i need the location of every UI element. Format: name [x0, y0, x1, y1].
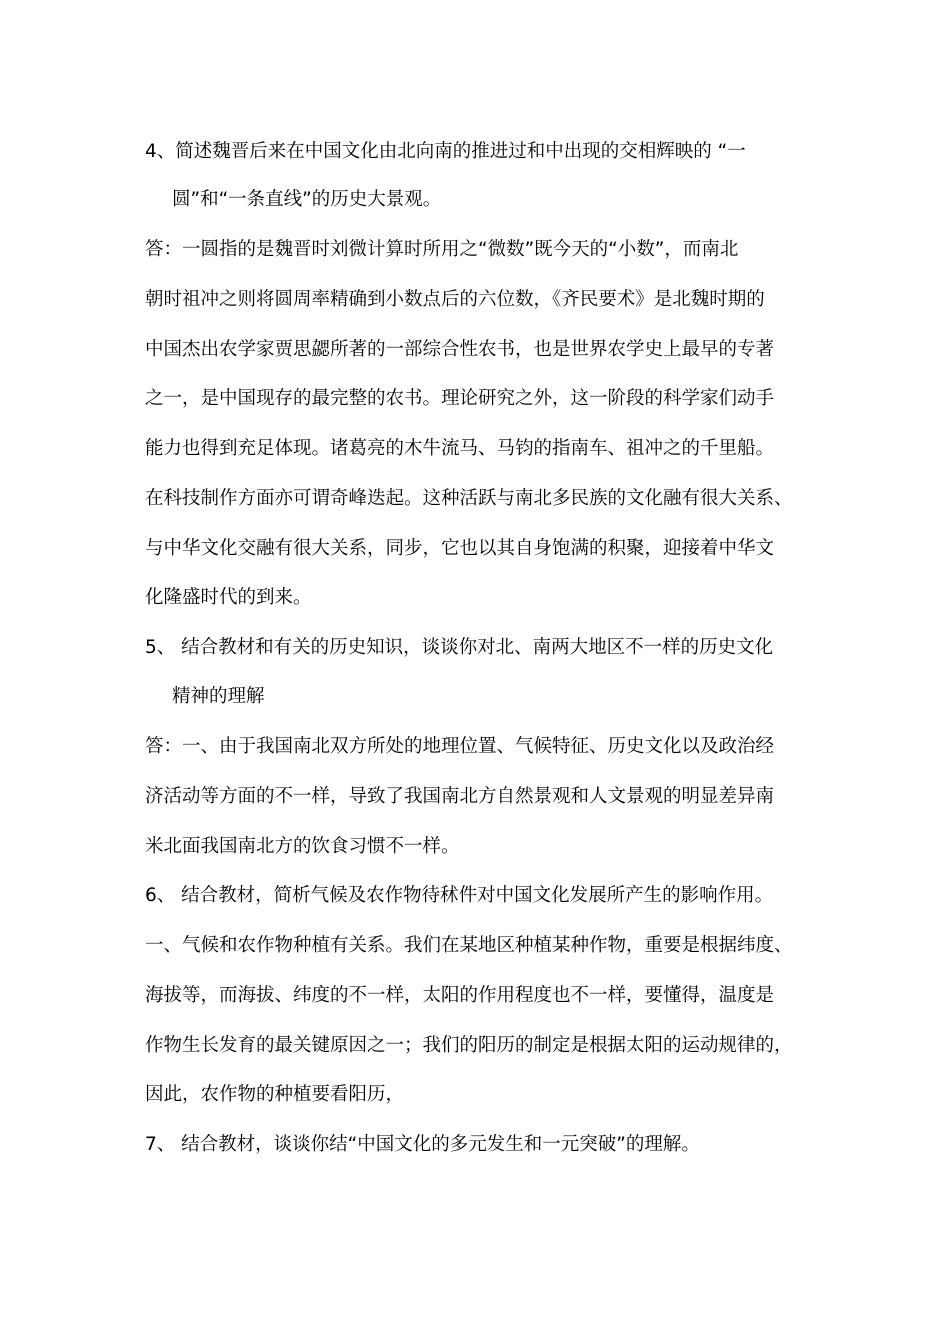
answer-6-line-4: 因此，农作物的种植要看阳历， [145, 1084, 405, 1105]
question-5-line-2: 精神的理解 [172, 686, 265, 707]
answer-6-line-2: 海拔等，而海拔、纬度的不一样，太阳的作用程度也不一样，要懂得，温度是 [145, 985, 775, 1006]
answer-6-line-3: 作物生长发育的最关键原因之一；我们的阳历的制定是根据太阳的运动规律的， [145, 1035, 793, 1056]
answer-4-line-6: 在科技制作方面亦可谓奇峰迭起。这种活跃与南北多民族的文化融有很大关系、 [145, 488, 793, 509]
answer-4-line-2: 朝时祖冲之则将圆周率精确到小数点后的六位数，《齐民要术》是北魏时期的 [145, 289, 765, 310]
answer-6-line-1: 一、气候和农作物种植有关系。我们在某地区种植某种作物，重要是根据纬度、 [145, 935, 793, 956]
answer-5-line-3: 米北面我国南北方的饮食习惯不一样。 [145, 836, 460, 857]
answer-4-line-4: 之一，是中国现存的最完整的农书。理论研究之外，这一阶段的科学家们动手 [145, 388, 775, 409]
question-4-line-2: 圆”和“一条直线”的历史大景观。 [172, 189, 442, 210]
question-6-line-1: 6、 结合教材，简析气候及农作物待秫件对中国文化发展所产生的影响作用。 [145, 885, 774, 906]
answer-5-line-1: 答：一、由于我国南北双方所处的地理位置、气候特征、历史文化以及政治经 [145, 736, 775, 757]
answer-4-line-5: 能力也得到充足体现。诸葛亮的木牛流马、马钧的指南车、祖冲之的千里船。 [145, 438, 775, 459]
answer-4-line-1: 答：一圆指的是魏晋时刘微计算时所用之“微数”既今天的“小数”，而南北 [145, 239, 739, 260]
answer-5-line-2: 济活动等方面的不一样，导致了我国南北方自然景观和人文景观的明显差异南 [145, 786, 775, 807]
question-7-line-1: 7、 结合教材，谈谈你结“中国文化的多元发生和一元突破”的理解。 [145, 1134, 700, 1155]
question-5-line-1: 5、 结合教材和有关的历史知识，谈谈你对北、南两大地区不一样的历史文化 [145, 637, 774, 658]
answer-4-line-7: 与中华文化交融有很大关系，同步，它也以其自身饱满的积聚，迎接着中华文 [145, 538, 775, 559]
question-4-line-1: 4、简述魏晋后来在中国文化由北向南的推进过和中出现的交相辉映的 “一 [145, 141, 746, 162]
answer-4-line-3: 中国杰出农学家贾思勰所著的一部综合性农书，也是世界农学史上最早的专著 [145, 339, 775, 360]
answer-4-line-8: 化隆盛时代的到来。 [145, 587, 312, 608]
